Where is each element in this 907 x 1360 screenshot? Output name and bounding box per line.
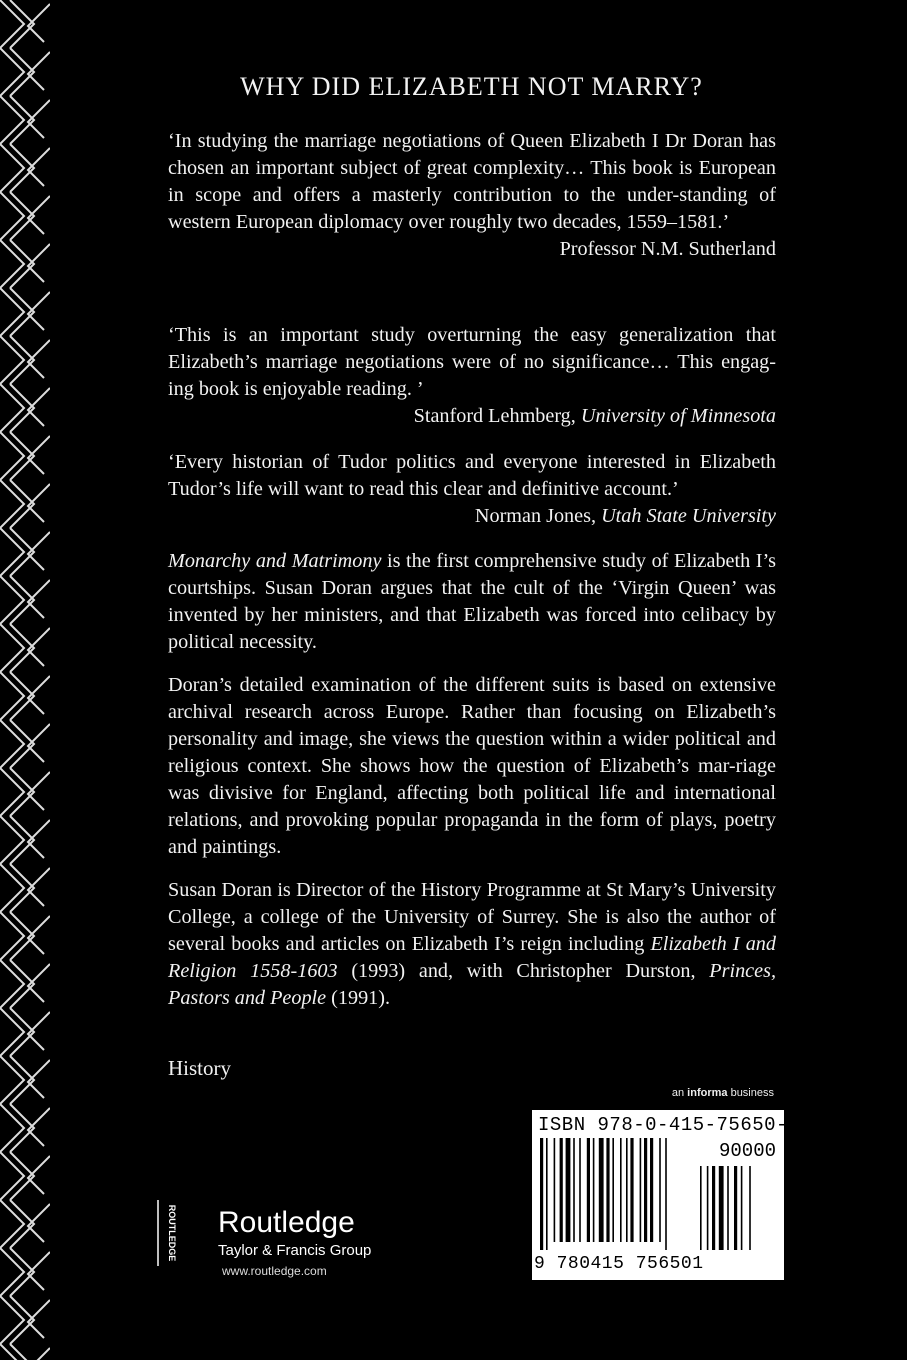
isbn-barcode	[532, 1110, 800, 1280]
description-2-text: Doran’s detailed examination of the different suits is based on extensive archival research across Europe. Rather than focusing on Elizabeth’s personality and image, she views the question within a wider political and religious context. She shows how the question of Elizabeth’s mar-riage was divisive for England, affecting both political life and international relations, and provoking popular propaganda in the form of plays, poetry and paintings.	[168, 674, 776, 858]
back-cover-title: WHY DID ELIZABETH NOT MARRY?	[240, 72, 703, 101]
subject-category: History	[168, 1056, 231, 1080]
informa-tagline	[560, 1087, 774, 1099]
review-1	[168, 128, 776, 263]
author-bio	[168, 877, 776, 1012]
publisher-url: www.routledge.com	[222, 1264, 327, 1278]
review-2-affiliation: University of Minnesota	[580, 405, 776, 427]
book-title-italic: Monarchy and Matrimony	[168, 550, 382, 572]
description-1-text: is the first comprehensive study of Elizabeth I’s courtships. Susan Doran argues that the cult of the ‘Virgin Queen’ was invented by her ministers, and that Elizabeth was forced into celibacy by political necessity.	[168, 550, 776, 653]
bio-text-c: (1991).	[326, 987, 391, 1009]
informa-prefix: an	[671, 1087, 688, 1099]
informa-brand: informa	[687, 1087, 728, 1099]
review-3-author: Norman Jones,	[474, 505, 597, 527]
review-3-attribution	[168, 503, 776, 530]
review-2	[168, 322, 776, 430]
review-1-author: Professor N.M. Sutherland	[559, 238, 776, 260]
bio-text-a: Susan Doran is Director of the History Programme at St Mary’s University College, a college of the University of Surrey. She is also the author of several books and articles on Elizabeth I’s reign including	[168, 879, 776, 955]
bio-text-b: (1993) and, with Christopher Durston,	[337, 960, 710, 982]
decorative-border	[0, 0, 50, 1360]
emblem-text: ROUTLEDGE	[167, 1204, 177, 1262]
informa-suffix: business	[727, 1087, 774, 1099]
isbn-label: ISBN 978-0-415-75650-1	[538, 1114, 800, 1136]
publisher-group: Taylor & Francis Group	[218, 1242, 372, 1259]
publisher-logo	[156, 1196, 416, 1286]
review-2-attribution	[168, 403, 776, 430]
description-paragraph-2	[168, 672, 776, 861]
review-3-affiliation: Utah State University	[601, 505, 776, 527]
review-3	[168, 449, 776, 530]
publisher-name: Routledge	[218, 1206, 355, 1239]
review-3-text: ‘Every historian of Tudor politics and everyone interested in Elizabeth Tudor’s life will want to read this clear and definitive account.’	[168, 451, 776, 500]
bio-book-1: Elizabeth I and Religion 1558-1603	[168, 933, 776, 982]
isbn-addon: 90000	[718, 1140, 776, 1162]
routledge-emblem-icon	[156, 1200, 182, 1266]
ean-number: 9 780415 756501	[534, 1254, 704, 1274]
description-paragraph-1	[168, 548, 776, 656]
review-2-author: Stanford Lehmberg,	[413, 405, 576, 427]
bio-book-2: Princes, Pastors and People	[168, 960, 776, 1009]
review-2-text: ‘This is an important study overturning the easy generalization that Elizabeth’s marriage negotiations were of no significance… This engag-ing book is enjoyable reading. ’	[168, 324, 776, 400]
review-1-text: ‘In studying the marriage negotiations of Queen Elizabeth I Dr Doran has chosen an important subject of great complexity… This book is European in scope and offers a masterly contribution to the under-standing of western European diplomacy over roughly two decades, 1559–1581.’	[168, 130, 776, 233]
